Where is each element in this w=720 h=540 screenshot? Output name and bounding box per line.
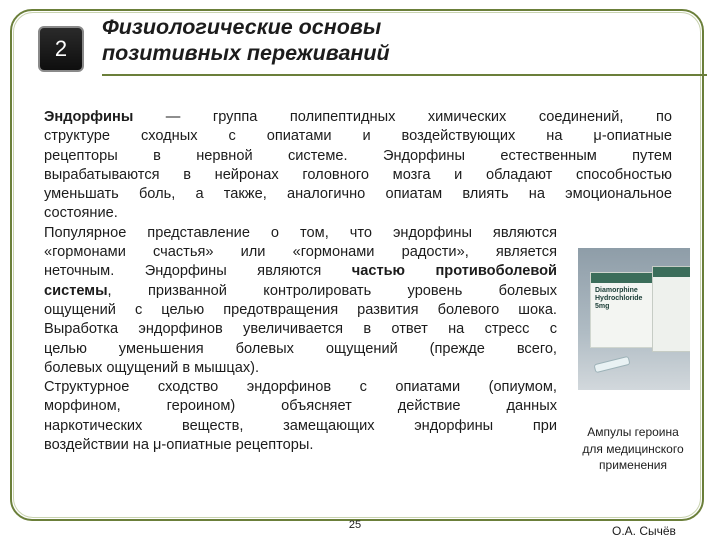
text-line: [44, 108, 672, 127]
caption-line: применения: [599, 458, 667, 472]
text-line: структуре сходных с опиатами и воздействующих на μ-опиатные: [44, 128, 672, 145]
text-span: — группа полипептидных химических соединений, по: [133, 109, 672, 125]
box-band: [653, 267, 690, 277]
caption-line: для медицинского: [582, 441, 684, 456]
title-line-1: Физиологические основы: [102, 15, 382, 39]
text-line: Популярное представление о том, что эндорфины являются: [44, 224, 557, 241]
medicine-box-back: [652, 266, 690, 352]
text-line: Выработка эндорфинов увеличивается в ответ на стресс с: [44, 321, 557, 338]
slide-title: [102, 14, 522, 66]
box-band: [591, 273, 657, 283]
highlight-antipain: частью противоболевой: [351, 263, 558, 280]
text-span: неточным. Эндорфины являются: [44, 263, 352, 280]
text-line: Структурное сходство эндорфинов с опиатами (опиумом,: [44, 379, 557, 396]
photo-caption: [568, 424, 698, 474]
text-line: морфином, героином) объясняет действие данных: [44, 398, 557, 415]
text-line: ощущений с целью предотвращения развития болевого шока.: [44, 301, 557, 318]
caption-line: Ампулы героина: [587, 425, 679, 439]
box-label-line: Hydrochloride: [595, 295, 643, 302]
text-line: болевых ощущений в мышцах).: [44, 359, 260, 376]
title-divider: [102, 74, 707, 76]
text-line: целью уменьшения болевых ощущений (прежде всего,: [44, 340, 557, 357]
text-line: вырабатываются в нейронах головного мозга и обладают способностью: [44, 166, 672, 183]
ampoule-icon: [593, 356, 630, 373]
slide-number: 2: [54, 36, 68, 61]
text-line: «гормонами счастья» или «гормонами радости», является: [44, 244, 557, 261]
author-name: О.А. Сычёв: [612, 524, 676, 538]
text-line: уменьшать боль, а также, аналогично опиатам влиять на эмоциональное: [44, 186, 672, 203]
paragraph-endorphins-definition: [44, 108, 672, 224]
slide-number-badge: [38, 26, 84, 72]
text-line: наркотических веществ, замещающих эндорфины при: [44, 417, 557, 434]
text-line: рецепторы в нервной системе. Эндорфины естественным путем: [44, 147, 672, 164]
text-line: воздействии на μ-опиатные рецепторы.: [44, 437, 314, 454]
box-label-line: 5mg: [595, 303, 610, 310]
box-label-line: Diamorphine: [595, 287, 638, 294]
title-line-2: позитивных переживаний: [102, 41, 390, 65]
page-number: 25: [348, 519, 362, 531]
highlight-system: системы: [44, 282, 108, 299]
medicine-box-front: [590, 272, 658, 348]
term-endorphins: Эндорфины: [44, 109, 134, 125]
box-label: [595, 287, 642, 311]
text-line: состояние.: [44, 205, 118, 222]
text-line: [44, 262, 557, 281]
heroin-ampoules-photo: [578, 248, 690, 390]
text-span: , призванной контролировать уровень болевых: [107, 282, 557, 299]
text-line: [44, 282, 557, 301]
